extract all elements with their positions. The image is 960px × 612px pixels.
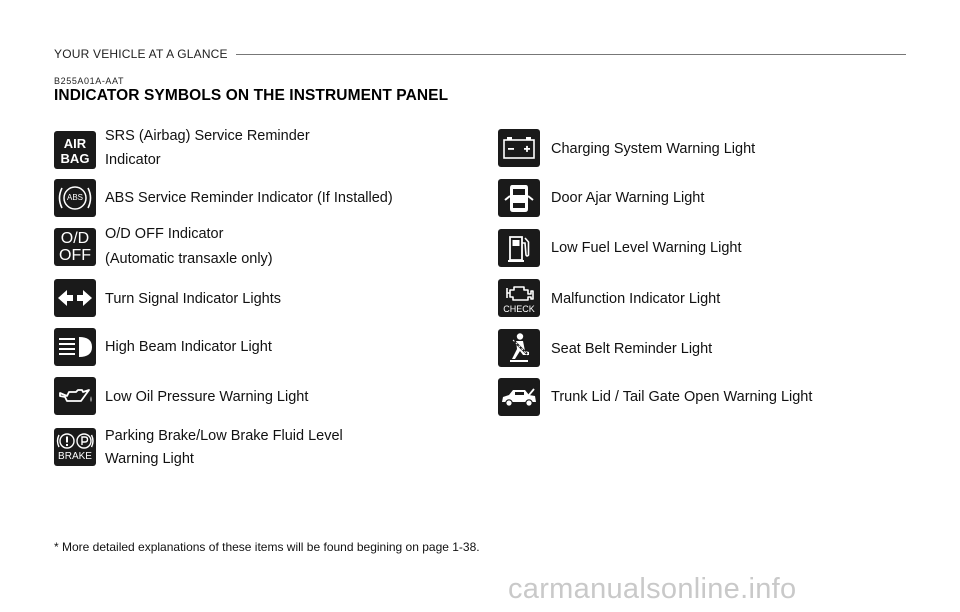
watermark-logo: carmanualsonline.info [508, 573, 797, 605]
indicator-label: Indicator [105, 152, 161, 168]
oil-pressure-icon [54, 377, 96, 415]
indicator-label: O/D OFF Indicator [105, 226, 224, 242]
seat-belt-icon [498, 329, 540, 367]
abs-icon: ABS [54, 179, 96, 217]
indicator-label: Trunk Lid / Tail Gate Open Warning Light [551, 389, 813, 405]
document-code: B255A01A-AAT [54, 76, 125, 86]
high-beam-icon [54, 328, 96, 366]
indicator-label: Low Fuel Level Warning Light [551, 240, 742, 256]
indicator-label: Malfunction Indicator Light [551, 291, 721, 307]
indicator-label: Turn Signal Indicator Lights [105, 291, 281, 307]
brake-icon: BRAKE [54, 428, 96, 466]
indicator-label: Charging System Warning Light [551, 141, 756, 157]
trunk-lid-icon [498, 378, 540, 416]
door-ajar-icon [498, 179, 540, 217]
indicator-label: SRS (Airbag) Service Reminder [105, 128, 310, 144]
page-title: INDICATOR SYMBOLS ON THE INSTRUMENT PANEL [54, 87, 449, 104]
od-off-icon: O/D OFF [54, 228, 96, 266]
section-title: YOUR VEHICLE AT A GLANCE [54, 47, 236, 61]
indicator-label: (Automatic transaxle only) [105, 251, 273, 267]
airbag-icon: AIR BAG [54, 131, 96, 169]
indicator-label: Low Oil Pressure Warning Light [105, 389, 309, 405]
page-header [54, 47, 906, 63]
indicator-label: High Beam Indicator Light [105, 339, 272, 355]
indicator-label: Seat Belt Reminder Light [551, 341, 713, 357]
indicator-label: Parking Brake/Low Brake Fluid Level [105, 428, 343, 444]
indicator-label: Door Ajar Warning Light [551, 190, 705, 206]
fuel-pump-icon [498, 229, 540, 267]
check-engine-icon: CHECK [498, 279, 540, 317]
footnote: * More detailed explanations of these items will be found begining on page 1-38. [54, 540, 480, 554]
indicator-label: ABS Service Reminder Indicator (If Installed) [105, 190, 393, 206]
indicator-label: Warning Light [105, 451, 194, 467]
turn-signal-icon [54, 279, 96, 317]
battery-icon [498, 129, 540, 167]
